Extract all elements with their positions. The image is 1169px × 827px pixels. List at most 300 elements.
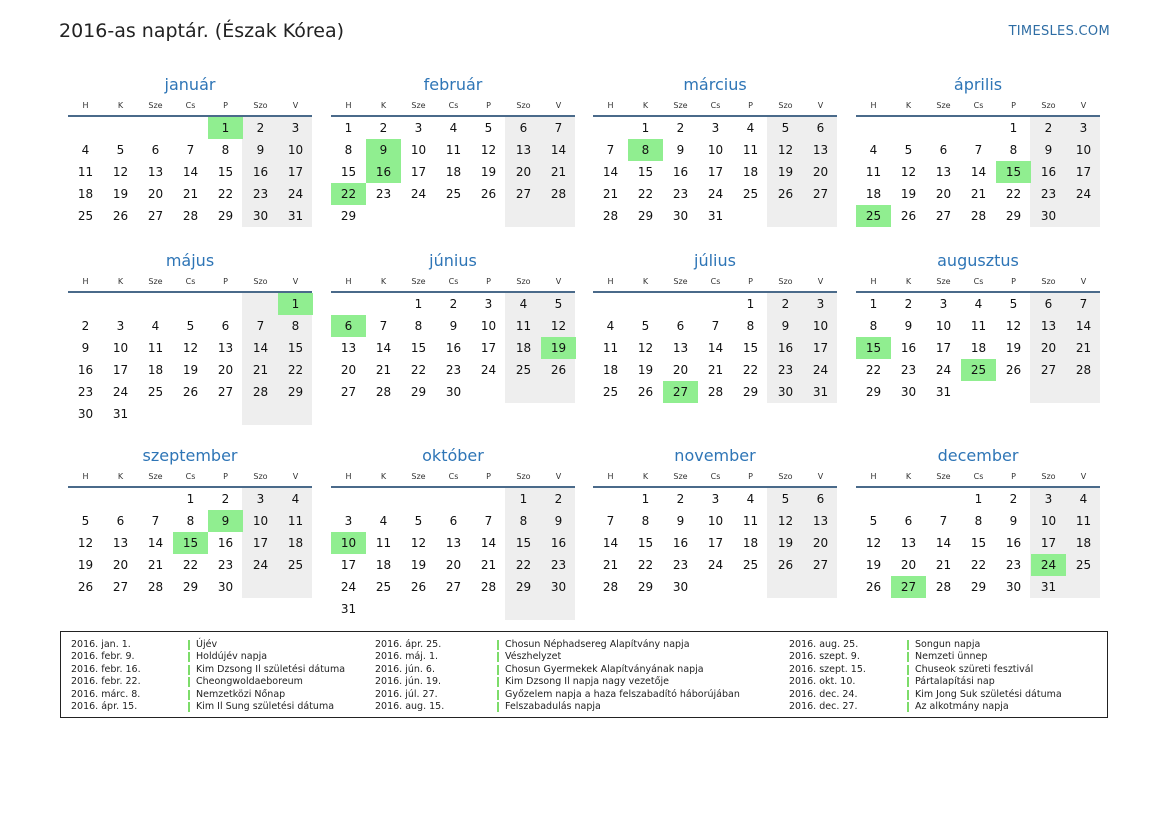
weekday-header: [856, 98, 1100, 114]
day-cell: 25: [77, 209, 94, 223]
day-cell: 21: [182, 187, 199, 201]
weekday-header: [593, 274, 837, 290]
day-cell: 8: [291, 319, 300, 333]
day-cell: 21: [480, 558, 497, 572]
day-cell: 17: [707, 165, 724, 179]
holiday-day: 6: [331, 315, 366, 337]
day-cell: 3: [256, 492, 265, 506]
weekday-label: Cs: [185, 472, 196, 481]
day-cell: 12: [112, 165, 129, 179]
day-cell: 5: [904, 143, 913, 157]
day-cell: 17: [935, 341, 952, 355]
day-cell: 2: [449, 297, 458, 311]
day-cell: 29: [515, 580, 532, 594]
day-cell: 11: [77, 165, 94, 179]
month-name: január: [164, 75, 216, 94]
day-cell: 17: [112, 363, 129, 377]
day-cell: 7: [974, 143, 983, 157]
weekday-header: [68, 274, 312, 290]
day-cell: 5: [1009, 297, 1018, 311]
day-cell: 24: [812, 363, 829, 377]
day-cell: 12: [777, 143, 794, 157]
weekday-label: Szo: [778, 472, 793, 481]
day-cell: 9: [449, 319, 458, 333]
day-cell: 9: [676, 143, 685, 157]
day-cell: 12: [550, 319, 567, 333]
weekday-label: P: [748, 472, 753, 481]
day-cell: 16: [445, 341, 462, 355]
weekday-label: H: [870, 277, 877, 286]
day-cell: 20: [1040, 341, 1057, 355]
day-cell: 8: [344, 143, 353, 157]
day-cell: 23: [252, 187, 269, 201]
day-cell: 10: [707, 143, 724, 157]
day-cell: 11: [970, 319, 987, 333]
day-cell: 3: [711, 121, 720, 135]
day-cell: 19: [77, 558, 94, 572]
day-cell: 25: [445, 187, 462, 201]
day-cell: 12: [900, 165, 917, 179]
day-cell: 10: [252, 514, 269, 528]
month-name: november: [674, 446, 756, 465]
day-cell: 23: [375, 187, 392, 201]
day-cell: 31: [1040, 580, 1057, 594]
day-cell: 26: [777, 558, 794, 572]
weekday-label: V: [555, 472, 562, 481]
weekday-label: Sze: [148, 277, 163, 286]
day-cell: 4: [746, 121, 755, 135]
day-cell: 31: [112, 407, 129, 421]
weekday-label: Sze: [936, 472, 951, 481]
day-cell: 12: [865, 536, 882, 550]
legend-holiday-name: Cheongwoldaeboreum: [188, 677, 303, 687]
day-cell: 24: [707, 558, 724, 572]
day-cell: 1: [1009, 121, 1018, 135]
day-cell: 31: [812, 385, 829, 399]
weekday-label: P: [223, 277, 228, 286]
day-cell: 3: [1044, 492, 1053, 506]
day-cell: 30: [550, 580, 567, 594]
day-cell: 5: [781, 492, 790, 506]
day-cell: 23: [550, 558, 567, 572]
day-cell: 15: [637, 536, 654, 550]
weekday-label: K: [905, 472, 912, 481]
day-cell: 19: [480, 165, 497, 179]
weekday-label: K: [380, 101, 387, 110]
day-cell: 18: [515, 341, 532, 355]
day-cell: 26: [865, 580, 882, 594]
day-cell: 26: [637, 385, 654, 399]
day-cell: 23: [1005, 558, 1022, 572]
legend-date: 2016. máj. 1.: [375, 651, 439, 663]
weekday-label: P: [748, 277, 753, 286]
day-cell: 3: [484, 297, 493, 311]
day-cell: 17: [340, 558, 357, 572]
day-cell: 25: [147, 385, 164, 399]
day-cell: 11: [287, 514, 304, 528]
day-cell: 14: [602, 536, 619, 550]
day-cell: 11: [742, 143, 759, 157]
day-cell: 6: [816, 492, 825, 506]
day-cell: 8: [974, 514, 983, 528]
day-cell: 11: [375, 536, 392, 550]
legend-holiday-name: Kim Il Sung születési dátuma: [188, 702, 334, 712]
legend-date: 2016. febr. 22.: [71, 676, 141, 688]
day-cell: 12: [77, 536, 94, 550]
legend-date: 2016. aug. 25.: [789, 639, 859, 650]
legend-date: 2016. febr. 9.: [71, 651, 135, 663]
weekday-label: V: [292, 472, 299, 481]
day-cell: 3: [414, 121, 423, 135]
weekday-label: K: [117, 101, 124, 110]
day-cell: 6: [116, 514, 125, 528]
day-cell: 28: [550, 187, 567, 201]
day-cell: 6: [151, 143, 160, 157]
day-cell: 29: [340, 209, 357, 223]
weekday-label: P: [486, 277, 491, 286]
day-cell: 15: [217, 165, 234, 179]
day-cell: 9: [81, 341, 90, 355]
day-cell: 4: [449, 121, 458, 135]
day-cell: 3: [344, 514, 353, 528]
day-cell: 12: [1005, 319, 1022, 333]
day-cell: 10: [480, 319, 497, 333]
day-cell: 1: [974, 492, 983, 506]
legend-holiday-name: Chosun Gyermekek Alapítványának napja: [497, 665, 704, 675]
legend-holiday-name: Pártalapítási nap: [907, 677, 995, 687]
legend-row: [375, 639, 775, 651]
day-cell: 10: [410, 143, 427, 157]
month-name: február: [423, 75, 483, 94]
day-cell: 14: [182, 165, 199, 179]
day-cell: 7: [484, 514, 493, 528]
holiday-day: 9: [208, 510, 243, 532]
day-cell: 2: [554, 492, 563, 506]
legend-date: 2016. ápr. 15.: [71, 700, 138, 712]
day-cell: 17: [707, 536, 724, 550]
month-name: december: [937, 446, 1019, 465]
day-cell: 19: [112, 187, 129, 201]
holiday-day: 16: [366, 161, 401, 183]
day-cell: 6: [1044, 297, 1053, 311]
day-cell: 5: [186, 319, 195, 333]
day-cell: 17: [812, 341, 829, 355]
weekday-label: H: [82, 472, 89, 481]
day-cell: 2: [1009, 492, 1018, 506]
legend-row: [71, 689, 371, 701]
day-cell: 22: [970, 558, 987, 572]
legend-row: [789, 664, 1099, 676]
day-cell: 23: [217, 558, 234, 572]
day-cell: 19: [182, 363, 199, 377]
day-cell: 29: [182, 580, 199, 594]
day-cell: 31: [287, 209, 304, 223]
legend-date: 2016. szept. 9.: [789, 651, 860, 663]
day-cell: 24: [1075, 187, 1092, 201]
legend-date: 2016. dec. 27.: [789, 700, 858, 712]
day-cell: 12: [410, 536, 427, 550]
month-name: március: [683, 75, 747, 94]
day-cell: 6: [449, 514, 458, 528]
day-cell: 14: [252, 341, 269, 355]
weekday-label: K: [642, 277, 649, 286]
legend-date: 2016. okt. 10.: [789, 676, 856, 688]
legend-holiday-name: Az alkotmány napja: [907, 702, 1009, 712]
day-cell: 25: [742, 187, 759, 201]
day-cell: 23: [777, 363, 794, 377]
day-cell: 14: [707, 341, 724, 355]
day-cell: 28: [707, 385, 724, 399]
day-cell: 27: [147, 209, 164, 223]
day-cell: 1: [186, 492, 195, 506]
day-cell: 27: [340, 385, 357, 399]
day-cell: 20: [217, 363, 234, 377]
day-cell: 28: [602, 209, 619, 223]
legend-row: [789, 689, 1099, 701]
day-cell: 18: [742, 165, 759, 179]
day-cell: 13: [900, 536, 917, 550]
day-cell: 3: [291, 121, 300, 135]
day-cell: 22: [865, 363, 882, 377]
day-cell: 16: [252, 165, 269, 179]
day-cell: 23: [1040, 187, 1057, 201]
day-cell: 7: [606, 143, 615, 157]
day-cell: 7: [151, 514, 160, 528]
day-cell: 30: [1005, 580, 1022, 594]
month-name: augusztus: [937, 251, 1019, 270]
day-cell: 9: [256, 143, 265, 157]
weekday-label: V: [1080, 472, 1087, 481]
day-cell: 18: [742, 536, 759, 550]
day-cell: 6: [939, 143, 948, 157]
day-cell: 9: [781, 319, 790, 333]
day-cell: 26: [777, 187, 794, 201]
weekday-label: P: [1011, 101, 1016, 110]
day-cell: 4: [746, 492, 755, 506]
day-cell: 9: [1009, 514, 1018, 528]
holiday-day: 1: [208, 117, 243, 139]
day-cell: 25: [742, 558, 759, 572]
day-cell: 4: [81, 143, 90, 157]
day-cell: 10: [1040, 514, 1057, 528]
day-cell: 4: [291, 492, 300, 506]
day-cell: 3: [711, 492, 720, 506]
day-cell: 20: [112, 558, 129, 572]
day-cell: 30: [252, 209, 269, 223]
day-cell: 2: [676, 492, 685, 506]
day-cell: 2: [1044, 121, 1053, 135]
day-cell: 24: [287, 187, 304, 201]
weekday-label: H: [345, 277, 352, 286]
day-cell: 11: [147, 341, 164, 355]
weekday-label: Szo: [1041, 101, 1056, 110]
legend-date: 2016. dec. 24.: [789, 688, 858, 700]
day-cell: 20: [935, 187, 952, 201]
legend-date: 2016. szept. 15.: [789, 663, 866, 675]
day-cell: 19: [777, 165, 794, 179]
day-cell: 11: [602, 341, 619, 355]
day-cell: 19: [900, 187, 917, 201]
day-cell: 8: [221, 143, 230, 157]
day-cell: 25: [602, 385, 619, 399]
day-cell: 3: [816, 297, 825, 311]
day-cell: 17: [480, 341, 497, 355]
day-cell: 20: [812, 165, 829, 179]
day-cell: 13: [1040, 319, 1057, 333]
day-cell: 27: [935, 209, 952, 223]
weekday-label: Sze: [673, 101, 688, 110]
weekday-label: H: [870, 472, 877, 481]
day-cell: 25: [1075, 558, 1092, 572]
day-cell: 6: [221, 319, 230, 333]
weekday-label: V: [292, 101, 299, 110]
day-cell: 21: [602, 558, 619, 572]
weekday-label: Szo: [778, 277, 793, 286]
day-cell: 21: [970, 187, 987, 201]
legend-date: 2016. ápr. 25.: [375, 639, 442, 650]
weekday-label: K: [905, 277, 912, 286]
day-cell: 13: [515, 143, 532, 157]
weekday-label: V: [817, 277, 824, 286]
weekday-label: P: [1011, 472, 1016, 481]
weekday-label: K: [642, 101, 649, 110]
day-cell: 10: [1075, 143, 1092, 157]
legend-holiday-name: Kim Jong Suk születési dátuma: [907, 690, 1062, 700]
day-cell: 8: [1009, 143, 1018, 157]
day-cell: 16: [77, 363, 94, 377]
legend-date: 2016. febr. 16.: [71, 663, 141, 675]
weekday-label: P: [486, 472, 491, 481]
day-cell: 2: [904, 297, 913, 311]
weekday-label: P: [223, 101, 228, 110]
day-cell: 31: [935, 385, 952, 399]
day-cell: 9: [904, 319, 913, 333]
day-cell: 16: [672, 536, 689, 550]
day-cell: 21: [147, 558, 164, 572]
day-cell: 23: [900, 363, 917, 377]
day-cell: 18: [147, 363, 164, 377]
day-cell: 11: [445, 143, 462, 157]
day-cell: 26: [112, 209, 129, 223]
weekday-label: H: [607, 472, 614, 481]
weekday-label: H: [82, 277, 89, 286]
day-cell: 5: [484, 121, 493, 135]
day-cell: 26: [900, 209, 917, 223]
day-cell: 8: [186, 514, 195, 528]
day-cell: 24: [340, 580, 357, 594]
day-cell: 16: [1005, 536, 1022, 550]
day-cell: 28: [602, 580, 619, 594]
day-cell: 21: [252, 363, 269, 377]
weekday-label: V: [555, 101, 562, 110]
day-cell: 28: [147, 580, 164, 594]
day-cell: 8: [519, 514, 528, 528]
legend-row: [375, 701, 775, 713]
day-cell: 13: [935, 165, 952, 179]
legend-column: [789, 639, 1099, 713]
day-cell: 29: [742, 385, 759, 399]
weekday-label: V: [292, 277, 299, 286]
day-cell: 30: [1040, 209, 1057, 223]
day-cell: 4: [151, 319, 160, 333]
day-cell: 21: [935, 558, 952, 572]
weekday-label: Szo: [253, 472, 268, 481]
weekday-header: [68, 98, 312, 114]
day-cell: 27: [515, 187, 532, 201]
legend-holiday-name: Vészhelyzet: [497, 652, 561, 662]
day-cell: 30: [672, 209, 689, 223]
day-cell: 21: [707, 363, 724, 377]
day-cell: 25: [515, 363, 532, 377]
day-cell: 5: [116, 143, 125, 157]
legend-row: [375, 651, 775, 663]
day-cell: 5: [554, 297, 563, 311]
weekday-label: Cs: [710, 472, 721, 481]
holiday-day: 8: [628, 139, 663, 161]
weekday-label: Sze: [148, 101, 163, 110]
header-rule: [68, 291, 312, 293]
day-cell: 14: [375, 341, 392, 355]
day-cell: 22: [742, 363, 759, 377]
legend-row: [375, 664, 775, 676]
day-cell: 27: [112, 580, 129, 594]
day-cell: 3: [116, 319, 125, 333]
day-cell: 29: [287, 385, 304, 399]
day-cell: 17: [410, 165, 427, 179]
day-cell: 14: [480, 536, 497, 550]
day-cell: 25: [287, 558, 304, 572]
day-cell: 10: [812, 319, 829, 333]
day-cell: 29: [637, 580, 654, 594]
month-name: június: [429, 251, 477, 270]
weekday-label: Szo: [1041, 472, 1056, 481]
day-cell: 27: [217, 385, 234, 399]
holiday-day: 9: [366, 139, 401, 161]
weekday-label: Cs: [448, 277, 459, 286]
day-cell: 30: [672, 580, 689, 594]
weekday-header: [593, 469, 837, 485]
weekday-label: P: [1011, 277, 1016, 286]
day-cell: 1: [519, 492, 528, 506]
weekday-label: Sze: [411, 472, 426, 481]
day-cell: 2: [256, 121, 265, 135]
legend-row: [789, 651, 1099, 663]
day-cell: 26: [550, 363, 567, 377]
day-cell: 8: [746, 319, 755, 333]
weekday-label: Cs: [710, 101, 721, 110]
day-cell: 16: [777, 341, 794, 355]
day-cell: 29: [637, 209, 654, 223]
day-cell: 11: [742, 514, 759, 528]
day-cell: 2: [221, 492, 230, 506]
weekday-label: Cs: [448, 101, 459, 110]
day-cell: 23: [672, 187, 689, 201]
day-cell: 28: [935, 580, 952, 594]
weekday-label: H: [345, 472, 352, 481]
legend-date: 2016. jún. 19.: [375, 676, 442, 688]
site-link[interactable]: TIMESLES.COM: [1008, 24, 1110, 39]
day-cell: 17: [1075, 165, 1092, 179]
legend-date: 2016. aug. 15.: [375, 700, 445, 712]
weekday-label: V: [817, 101, 824, 110]
day-cell: 15: [340, 165, 357, 179]
day-cell: 28: [480, 580, 497, 594]
day-cell: 1: [641, 121, 650, 135]
day-cell: 12: [480, 143, 497, 157]
weekday-label: K: [117, 277, 124, 286]
day-cell: 29: [410, 385, 427, 399]
day-cell: 26: [77, 580, 94, 594]
